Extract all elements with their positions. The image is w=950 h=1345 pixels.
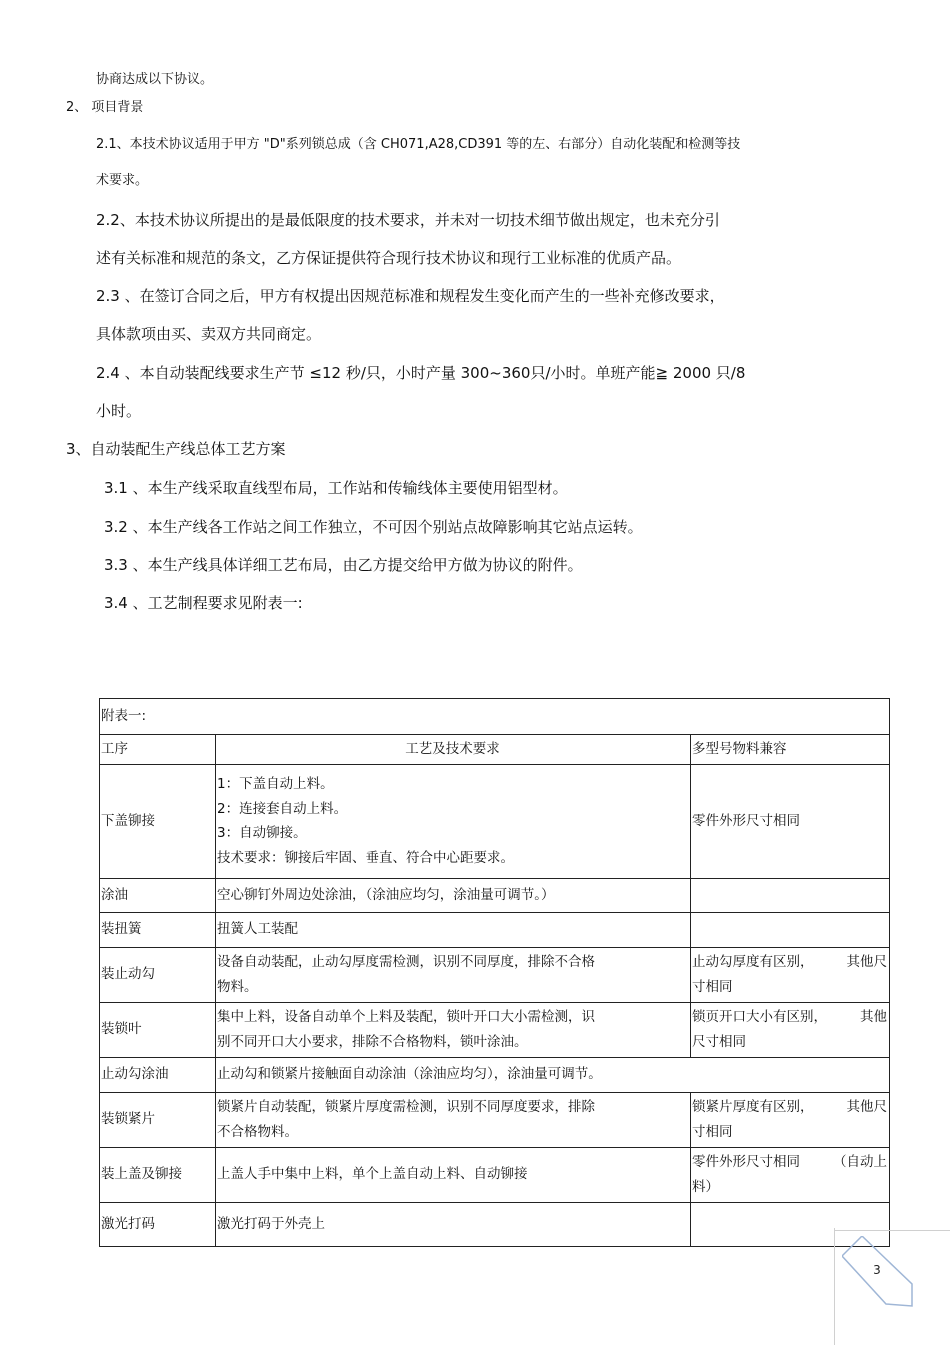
cell-compat — [691, 878, 890, 912]
table-row — [100, 764, 890, 878]
compat-line: 料） — [692, 1178, 719, 1195]
cell-compat — [691, 1002, 890, 1057]
cell-requirements: 上盖人手中集中上料，单个上盖自动上料、自动铆接 — [216, 1147, 691, 1202]
compat-line: 寸相同 — [692, 978, 733, 995]
para-3-2: 3.2 、本生产线各工作站之间工作独立，不可因个别站点故障影响其它站点运转。 — [104, 518, 643, 536]
section-3-heading: 3、自动装配生产线总体工艺方案 — [66, 440, 286, 458]
table-row — [100, 1057, 890, 1092]
cell-process: 装止动勾 — [100, 947, 216, 1002]
table-row — [100, 1202, 890, 1246]
requirement-line: 2：连接套自动上料。 — [217, 800, 348, 817]
cell-process: 装锁叶 — [100, 1002, 216, 1057]
requirement-line: 锁紧片自动装配，锁紧片厚度需检测，识别不同厚度要求，排除 — [217, 1098, 595, 1115]
table-row — [100, 1092, 890, 1147]
table-row — [100, 1002, 890, 1057]
para-2-3-line-1: 2.3 、在签订合同之后，甲方有权提出因规范标准和规程发生变化而产生的一些补充修改要求， — [96, 287, 725, 305]
para-2-2-line-2: 述有关标准和规范的条文，乙方保证提供符合现行技术协议和现行工业标准的优质产品。 — [96, 249, 682, 267]
requirement-line: 物料。 — [217, 978, 258, 995]
table-row — [100, 878, 890, 912]
cell-process: 止动勾涂油 — [100, 1057, 216, 1092]
page-corner-horizontal-rule — [834, 1230, 950, 1231]
para-2-3-line-2: 具体款项由买、卖双方共同商定。 — [96, 325, 322, 343]
para-3-1: 3.1 、本生产线采取直线型布局，工作站和传输线体主要使用铝型材。 — [104, 479, 568, 497]
compat-line — [692, 1095, 887, 1120]
compat-line — [692, 1150, 887, 1175]
header-compat: 多型号物料兼容 — [691, 735, 890, 765]
table-row — [100, 912, 890, 947]
compat-text: 零件外形尺寸相同 — [692, 1153, 800, 1170]
table-caption-row — [100, 699, 890, 735]
compat-text: 其他 — [860, 1008, 888, 1025]
requirement-line: 设备自动装配，止动勾厚度需检测，识别不同厚度，排除不合格 — [217, 953, 595, 970]
requirement-line: 不合格物料。 — [217, 1123, 298, 1140]
para-2-1-line-2: 术要求。 — [96, 173, 149, 188]
table-caption: 附表一: — [100, 699, 890, 735]
para-2-2-line-1: 2.2、本技术协议所提出的是最低限度的技术要求，并未对一切技术细节做出规定，也未充分引 — [96, 211, 720, 229]
compat-line: 寸相同 — [692, 1123, 733, 1140]
compat-line — [692, 950, 887, 975]
compat-text: 其他尺 — [846, 1098, 888, 1115]
cell-process: 激光打码 — [100, 1202, 216, 1246]
requirement-line: 技术要求：铆接后牢固、垂直、符合中心距要求。 — [217, 850, 514, 867]
cell-requirements: 扭簧人工装配 — [216, 912, 691, 947]
intro-line: 协商达成以下协议。 — [96, 72, 214, 87]
requirement-line: 1：下盖自动上料。 — [217, 775, 334, 792]
table-row — [100, 947, 890, 1002]
header-requirements: 工艺及技术要求 — [216, 735, 691, 765]
para-3-4: 3.4 、工艺制程要求见附表一: — [104, 594, 303, 612]
para-2-1-line-1: 2.1、本技术协议适用于甲方 "D"系列锁总成（含 CH071,A28,CD391 等的左、右部分）自动化装配和检测等技 — [96, 137, 741, 152]
cell-requirements: 止动勾和锁紧片接触面自动涂油（涂油应均匀），涂油量可调节。 — [216, 1057, 890, 1092]
requirement-line: 别不同开口大小要求，排除不合格物料，锁叶涂油。 — [217, 1033, 528, 1050]
compat-text: 锁紧片厚度有区别， — [692, 1098, 814, 1115]
cell-process: 下盖铆接 — [100, 764, 216, 878]
appendix-table — [99, 698, 890, 1247]
compat-line: 尺寸相同 — [692, 1033, 746, 1050]
cell-compat — [691, 1147, 890, 1202]
para-2-4-line-1: 2.4 、本自动装配线要求生产节 ≤12 秒/只，小时产量 300~360只/小时。单班产能≧ 2000 只/8 — [96, 364, 746, 382]
cell-process: 装上盖及铆接 — [100, 1147, 216, 1202]
cell-requirements — [216, 764, 691, 878]
para-2-4-line-2: 小时。 — [96, 402, 142, 420]
cell-requirements: 激光打码于外壳上 — [216, 1202, 691, 1246]
cell-compat — [691, 947, 890, 1002]
compat-text: （自动上 — [833, 1153, 888, 1170]
cell-requirements: 空心铆钉外周边处涂油，（涂油应均匀，涂油量可调节。） — [216, 878, 691, 912]
header-process: 工序 — [100, 735, 216, 765]
section-2-heading: 2、 项目背景 — [66, 100, 144, 115]
page-corner-vertical-rule — [834, 1228, 835, 1345]
table-row — [100, 1147, 890, 1202]
page-number: 3 — [873, 1263, 881, 1277]
compat-text: 其他尺 — [846, 953, 888, 970]
cell-process: 装扭簧 — [100, 912, 216, 947]
compat-line — [692, 1005, 887, 1030]
para-3-3: 3.3 、本生产线具体详细工艺布局，由乙方提交给甲方做为协议的附件。 — [104, 556, 583, 574]
cell-process: 涂油 — [100, 878, 216, 912]
requirement-line: 3：自动铆接。 — [217, 825, 307, 842]
cell-compat — [691, 912, 890, 947]
cell-compat: 零件外形尺寸相同 — [691, 764, 890, 878]
cell-compat — [691, 1092, 890, 1147]
cell-requirements — [216, 1092, 691, 1147]
cell-requirements — [216, 1002, 691, 1057]
table-header-row — [100, 735, 890, 765]
requirement-line: 集中上料，设备自动单个上料及装配，锁叶开口大小需检测，识 — [217, 1008, 595, 1025]
cell-requirements — [216, 947, 691, 1002]
compat-text: 锁页开口大小有区别， — [692, 1008, 827, 1025]
compat-text: 止动勾厚度有区别， — [692, 953, 814, 970]
cell-process: 装锁紧片 — [100, 1092, 216, 1147]
